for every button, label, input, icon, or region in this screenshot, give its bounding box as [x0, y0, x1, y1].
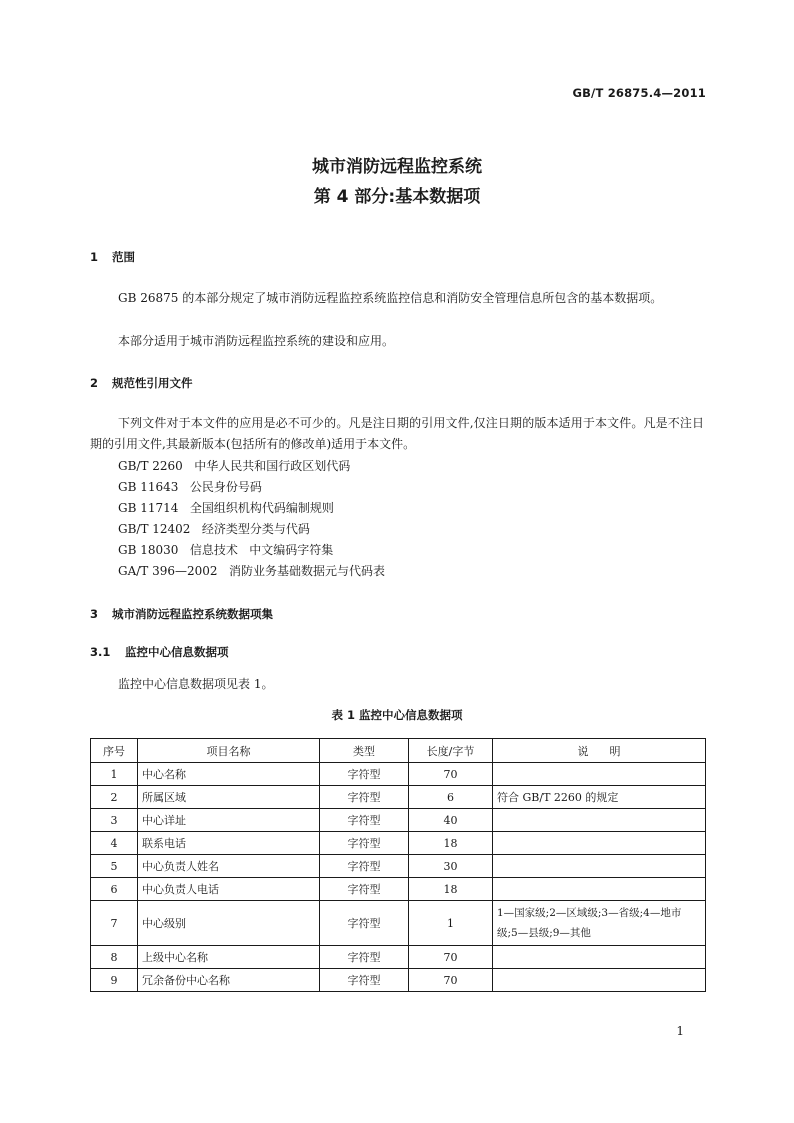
table-cell: 字符型 — [320, 809, 409, 832]
reference-item: GB 18030 信息技术 中文编码字符集 — [118, 543, 334, 557]
section-number: 3 — [90, 607, 99, 621]
column-header: 序号 — [91, 739, 138, 763]
document-subtitle: 第 4 部分:基本数据项 — [313, 187, 481, 207]
document-title: 城市消防远程监控系统 — [312, 157, 482, 177]
table-cell — [493, 855, 706, 878]
table-cell: 字符型 — [320, 855, 409, 878]
table-cell: 3 — [91, 809, 138, 832]
table-row — [91, 901, 706, 946]
table-cell: 8 — [91, 946, 138, 969]
column-header: 说 明 — [493, 739, 706, 763]
table-cell: 2 — [91, 786, 138, 809]
section-number: 2 — [90, 376, 99, 390]
table-row — [91, 878, 706, 901]
table-cell: 字符型 — [320, 763, 409, 786]
section-1-paragraph-1: GB 26875 的本部分规定了城市消防远程监控系统监控信息和消防安全管理信息所包含的基本数据项。 — [118, 291, 663, 305]
table-cell: 字符型 — [320, 786, 409, 809]
table-cell: 字符型 — [320, 901, 409, 946]
table-cell: 40 — [409, 809, 493, 832]
reference-item: GB/T 12402 经济类型分类与代码 — [118, 522, 310, 536]
table-cell: 联系电话 — [138, 832, 320, 855]
table-cell: 中心名称 — [138, 763, 320, 786]
reference-item: GB 11714 全国组织机构代码编制规则 — [118, 501, 334, 515]
section-3-heading — [90, 606, 273, 622]
table-cell: 符合 GB/T 2260 的规定 — [493, 786, 706, 809]
table-cell — [493, 832, 706, 855]
table-cell: 1 — [91, 763, 138, 786]
table-cell: 9 — [91, 969, 138, 992]
table-cell: 冗余备份中心名称 — [138, 969, 320, 992]
table-cell: 70 — [409, 969, 493, 992]
table-cell: 6 — [409, 786, 493, 809]
column-header: 类型 — [320, 739, 409, 763]
table-cell: 7 — [91, 901, 138, 946]
section-number: 1 — [90, 250, 99, 264]
table-row — [91, 763, 706, 786]
column-header: 长度/字节 — [409, 739, 493, 763]
table-row — [91, 786, 706, 809]
table-row — [91, 855, 706, 878]
table-caption: 表 1 监控中心信息数据项 — [331, 708, 463, 722]
subsection-number: 3.1 — [90, 645, 111, 659]
table-cell — [493, 809, 706, 832]
table-row — [91, 946, 706, 969]
table-cell: 所属区域 — [138, 786, 320, 809]
section-2-paragraph: 下列文件对于本文件的应用是必不可少的。凡是注日期的引用文件,仅注日期的版本适用于本文件。凡是不注日期的引用文件,其最新版本(包括所有的修改单)适用于本文件。 — [90, 416, 704, 451]
table-cell: 30 — [409, 855, 493, 878]
reference-item: GB 11643 公民身份号码 — [118, 480, 262, 494]
section-1-heading — [90, 249, 135, 265]
reference-item: GB/T 2260 中华人民共和国行政区划代码 — [118, 459, 351, 473]
reference-item: GA/T 396—2002 消防业务基础数据元与代码表 — [118, 564, 386, 578]
table-cell: 5 — [91, 855, 138, 878]
table-cell — [493, 878, 706, 901]
table-cell: 70 — [409, 946, 493, 969]
table-cell: 中心负责人电话 — [138, 878, 320, 901]
table-cell: 70 — [409, 763, 493, 786]
table-cell: 中心详址 — [138, 809, 320, 832]
table-cell: 18 — [409, 878, 493, 901]
table-cell — [493, 946, 706, 969]
table-cell — [493, 969, 706, 992]
section-3-1-paragraph: 监控中心信息数据项见表 1。 — [118, 677, 274, 691]
section-3-1-heading — [90, 644, 229, 660]
table-cell: 4 — [91, 832, 138, 855]
table-row — [91, 809, 706, 832]
table-cell: 字符型 — [320, 969, 409, 992]
standard-code: GB/T 26875.4—2011 — [572, 86, 706, 100]
table-cell: 字符型 — [320, 878, 409, 901]
table-cell: 6 — [91, 878, 138, 901]
table-cell: 1—国家级;2—区域级;3—省级;4—地市级;5—县级;9—其他 — [493, 901, 706, 946]
table-cell: 18 — [409, 832, 493, 855]
subsection-title: 监控中心信息数据项 — [125, 645, 229, 659]
page-number: 1 — [676, 1024, 684, 1038]
section-1-paragraph-2: 本部分适用于城市消防远程监控系统的建设和应用。 — [118, 334, 395, 348]
table-cell: 中心负责人姓名 — [138, 855, 320, 878]
table-cell: 中心级别 — [138, 901, 320, 946]
data-items-table — [90, 738, 706, 992]
section-2-heading — [90, 375, 193, 391]
table-header-row — [91, 739, 706, 763]
section-title: 规范性引用文件 — [112, 376, 193, 390]
section-title: 城市消防远程监控系统数据项集 — [112, 607, 273, 621]
section-title: 范围 — [112, 250, 135, 264]
table-row — [91, 969, 706, 992]
table-cell: 上级中心名称 — [138, 946, 320, 969]
table-cell: 1 — [409, 901, 493, 946]
table-cell: 字符型 — [320, 946, 409, 969]
column-header: 项目名称 — [138, 739, 320, 763]
table-row — [91, 832, 706, 855]
table-cell — [493, 763, 706, 786]
table-cell: 字符型 — [320, 832, 409, 855]
